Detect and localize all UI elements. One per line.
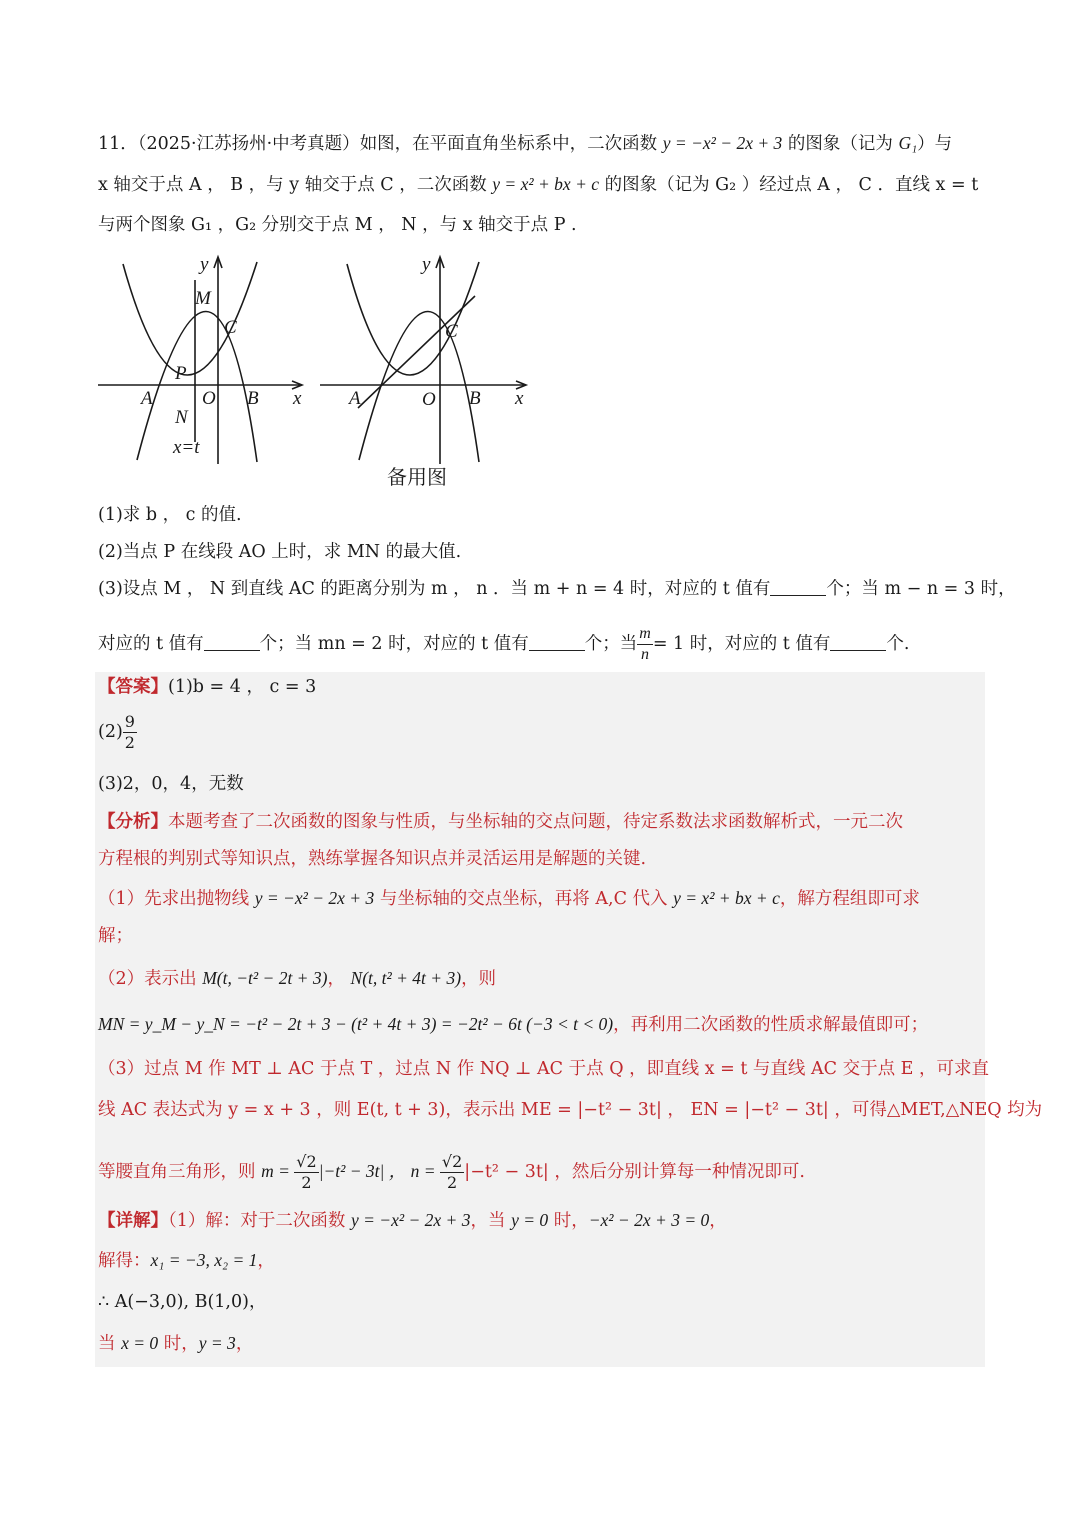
left-label-xt: x=t bbox=[173, 437, 200, 458]
figure-caption: 备用图 bbox=[387, 465, 447, 489]
right-graph bbox=[320, 257, 526, 464]
blank-1[interactable] bbox=[770, 577, 826, 596]
left-label-n: N bbox=[175, 407, 188, 428]
right-label-b: B bbox=[469, 388, 481, 409]
left-label-p: P bbox=[175, 363, 187, 384]
question-number: 11．（2025·江苏扬州·中考真题） bbox=[98, 134, 360, 154]
analysis-line-1: 【分析】本题考查了二次函数的图象与性质，与坐标轴的交点问题，待定系数法求函数解析式，一元二次 bbox=[98, 812, 903, 832]
equation-g1: y = −x² − 2x + 3 bbox=[662, 133, 783, 153]
analysis-step-1: （1）先求出抛物线 y = −x² − 2x + 3 与坐标轴的交点坐标，再将 A,C 代入 y = x² + bx + c，解方程组即可求 bbox=[98, 888, 920, 909]
left-label-m: M bbox=[195, 288, 211, 309]
fraction-root2-over-2: $\frac{√2}{2}$ bbox=[296, 1152, 317, 1192]
left-label-c: C bbox=[224, 317, 237, 338]
right-line-ac bbox=[358, 296, 475, 408]
blank-4[interactable] bbox=[830, 632, 886, 651]
part-2: (2)当点 P 在线段 AO 上时，求 MN 的最大值. bbox=[98, 542, 462, 562]
analysis-line-2: 方程根的判别式等知识点，熟练掌握各知识点并灵活运用是解题的关键. bbox=[98, 849, 647, 869]
right-label-x: x bbox=[515, 388, 524, 409]
fraction-root2-over-2-b: $\frac{√2}{2}$ bbox=[441, 1152, 463, 1192]
analysis-step-3-end: 等腰直角三角形，则 m = $\frac{√2}{2}$ |−t² − 3t| ， n = $\frac{√2}{2}$ |−t² − 3t| ，然后分别计算每一种情况即可. bbox=[98, 1152, 805, 1192]
left-label-b: B bbox=[247, 388, 259, 409]
analysis-step-2: （2）表示出 M(t, −t² − 2t + 3)， N(t, t² + 4t + 3)，则 bbox=[98, 968, 497, 989]
analysis-step-3-cont: 线 AC 表达式为 y = x + 3 ，则 E(t, t + 3)，表示出 ME = |−t² − 3t| ， EN = |−t² − 3t| ，可得△MET,△NEQ 均为 bbox=[98, 1100, 1043, 1120]
fraction-m-over-n: $\frac{m}{n}$ bbox=[639, 625, 651, 663]
detail-line-3: ∴ A(−3,0), B(1,0)， bbox=[98, 1292, 267, 1312]
fraction-nine-halves: $\frac{9}{2}$ bbox=[124, 712, 135, 752]
blank-2[interactable] bbox=[204, 632, 260, 651]
detail-line-1: 【详解】（1）解：对于二次函数 y = −x² − 2x + 3，当 y = 0 时，−x² − 2x + 3 = 0， bbox=[98, 1210, 727, 1231]
right-label-a: A bbox=[349, 388, 361, 409]
right-label-c: C bbox=[445, 321, 458, 342]
question-line-1: 11．（2025·江苏扬州·中考真题）如图，在平面直角坐标系中，二次函数 y = −x² − 2x + 3 的图象（记为 G₁）与 bbox=[98, 133, 953, 154]
question-line-3: 与两个图象 G₁ ，G₂ 分别交于点 M ， N ，与 x 轴交于点 P . bbox=[98, 215, 577, 235]
analysis-step-3: （3）过点 M 作 MT ⊥ AC 于点 T ，过点 N 作 NQ ⊥ AC 于点 Q ，即直线 x = t 与直线 AC 交于点 E ，可求直 bbox=[98, 1059, 989, 1079]
right-label-o: O bbox=[422, 389, 436, 410]
blank-3[interactable] bbox=[529, 632, 585, 651]
left-label-a: A bbox=[141, 388, 153, 409]
left-label-o: O bbox=[202, 388, 216, 409]
answer-tag: 【答案】 bbox=[98, 677, 168, 697]
right-parabola-g1 bbox=[359, 311, 479, 462]
parabola-figures bbox=[95, 252, 535, 492]
part-1: (1)求 b ， c 的值. bbox=[98, 505, 242, 525]
equation-g2: y = x² + bx + c bbox=[492, 174, 600, 194]
left-label-y: y bbox=[200, 254, 209, 275]
detail-line-4: 当 x = 0 时，y = 3， bbox=[98, 1333, 254, 1354]
analysis-tag: 【分析】 bbox=[98, 812, 168, 832]
left-label-x: x bbox=[293, 388, 302, 409]
right-label-y: y bbox=[422, 254, 431, 275]
part-3-line-2: 对应的 t 值有 个；当 mn = 2 时，对应的 t 值有 个；当 $\frac{m}{n}$ = 1 时，对应的 t 值有 个. bbox=[98, 625, 910, 663]
part-3-line-1: (3)设点 M ， N 到直线 AC 的距离分别为 m ， n ．当 m + n = 4 时，对应的 t 值有 个；当 m − n = 3 时， bbox=[98, 579, 1016, 599]
answer-line-3: (3)2，0，4，无数 bbox=[98, 774, 244, 794]
answer-line-2: (2) $\frac{9}{2}$ bbox=[98, 712, 135, 752]
detail-tag: 【详解】 bbox=[98, 1211, 168, 1231]
answer-line-1: 【答案】(1)b = 4 ， c = 3 bbox=[98, 677, 317, 697]
analysis-step-1-cont: 解； bbox=[98, 926, 133, 946]
question-line-2: x 轴交于点 A ， B ，与 y 轴交于点 C ，二次函数 y = x² + bx + c 的图象（记为 G₂ ）经过点 A ， C ．直线 x = t bbox=[98, 174, 979, 195]
detail-line-2: 解得：x₁ = −3, x₂ = 1， bbox=[98, 1250, 275, 1271]
analysis-step-2-formula: MN = y_M − y_N = −t² − 2t + 3 − (t² + 4t + 3) = −2t² − 6t (−3 < t < 0)，再利用二次函数的性质求解最值即可； bbox=[98, 1014, 929, 1035]
